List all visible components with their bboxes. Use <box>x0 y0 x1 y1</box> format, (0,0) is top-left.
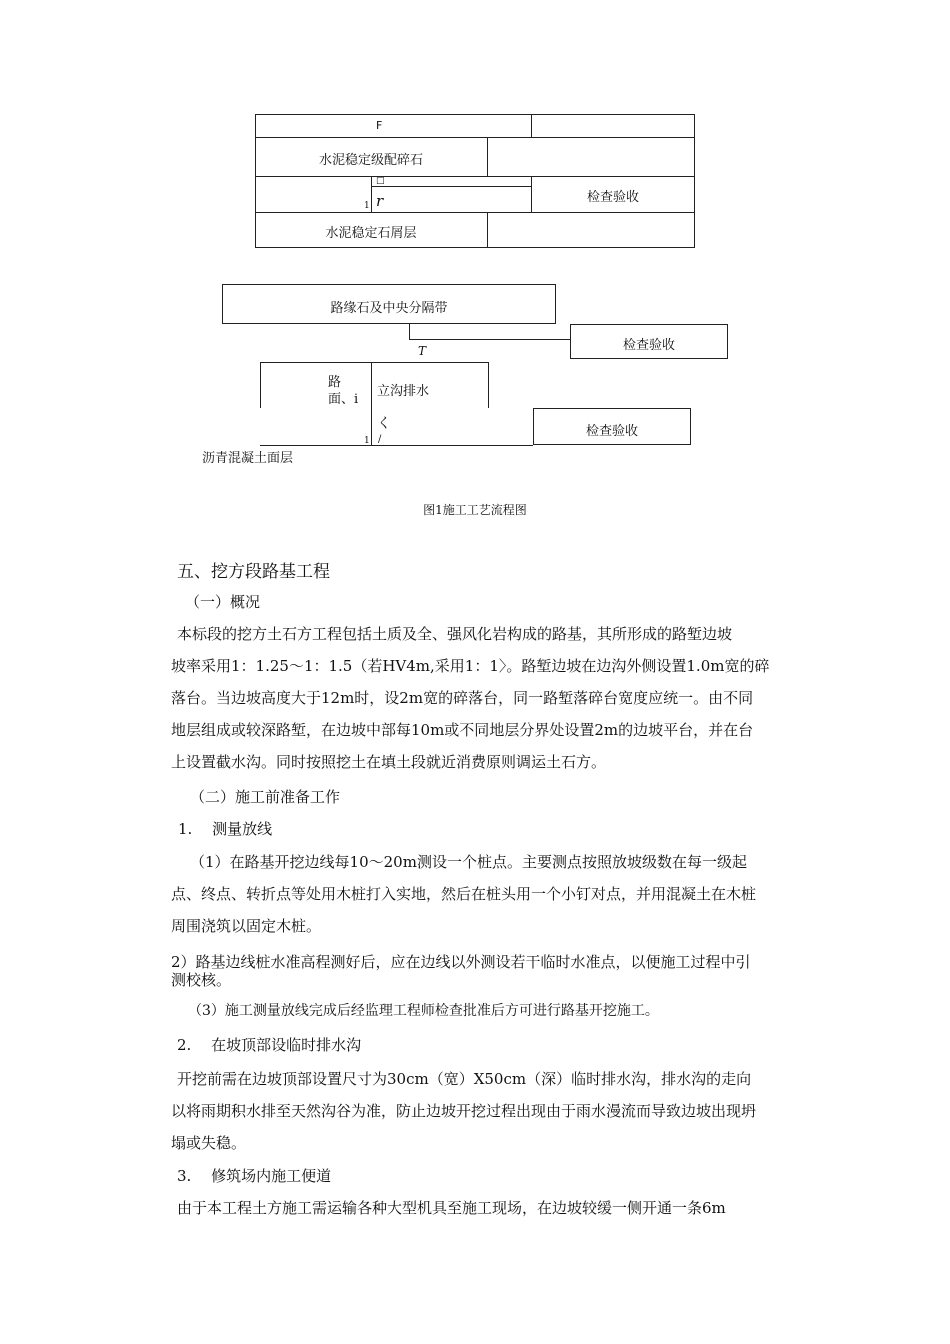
flow-t-mark: T <box>418 344 427 358</box>
paragraph-access-road: 由于本工程土方施工需运输各种大型机具至施工现场，在边坡较缓一侧开通一条6m <box>177 1199 726 1217</box>
flow-slash-mark: / <box>378 434 382 445</box>
flow-label-curb: 路缘石及中央分隔带 <box>330 301 448 316</box>
flow-f-mark: F <box>376 119 383 132</box>
paragraph-approval: （3）施工测量放线完成后经监理工程师检查批准后方可进行路基开挖施工。 <box>188 1003 659 1019</box>
flow-r-mark: r <box>376 192 384 210</box>
item-survey: 1. 测量放线 <box>178 820 273 838</box>
flow-small-mark: □ <box>376 176 385 186</box>
flow-one-mark: 1 <box>364 201 370 211</box>
paragraph-drainage-line: 塌或失稳。 <box>171 1134 247 1152</box>
flow-label-asphalt: 沥青混凝土面层 <box>202 451 294 466</box>
paragraph-overview-line: 地层组成或较深路堑，在边坡中部每10m或不同地层分界处设置2m的边坡平台，并在台 <box>171 721 754 739</box>
flow-divider <box>371 176 372 213</box>
flow-row-f <box>255 114 695 138</box>
flow-bracket-mark: く <box>377 416 391 432</box>
flow-connector <box>409 339 570 340</box>
paragraph-survey-line: （1）在路基开挖边线每10〜20m测设一个桩点。主要测点按照放坡级数在每一级起 <box>190 853 747 871</box>
paragraph-overview-line: 本标段的挖方土石方工程包括土质及全、强风化岩构成的路基，其所形成的路堑边坡 <box>177 625 733 643</box>
paragraph-leveling-line: 2）路基边线桩水准高程测好后，应在边线以外测设若干临时水准点，以便施工过程中引 <box>171 953 751 971</box>
subsection-preparation: （二）施工前准备工作 <box>190 788 341 806</box>
flow-label-cement-gravel: 水泥稳定级配碎石 <box>318 153 423 168</box>
item-access-road: 3. 修筑场内施工便道 <box>177 1167 332 1185</box>
paragraph-overview-line: 坡率采用1：1.25〜1：1.5（若HV4m,采用1：1〉。路堑边坡在边沟外侧设置1.0m宽的碎 <box>171 657 770 675</box>
flow-road-top <box>260 362 488 363</box>
flow-connector <box>260 445 533 446</box>
flow-label-check-2: 检查验收 <box>622 338 675 353</box>
paragraph-survey-line: 周围浇筑以固定木桩。 <box>171 917 322 935</box>
paragraph-leveling-line: 测校核。 <box>171 971 232 989</box>
figure-caption: 图1施工工艺流程图 <box>423 503 527 517</box>
paragraph-drainage-line: 开挖前需在边坡顶部设置尺寸为30cm（宽）X50cm（深）临时排水沟，排水沟的走向 <box>177 1070 752 1088</box>
subsection-overview: （一）概况 <box>185 593 261 611</box>
flow-divider <box>487 212 488 248</box>
flow-one-mark: 1 <box>364 436 370 446</box>
flow-label-check-3: 检查验收 <box>585 424 638 439</box>
section-title: 五、挖方段路基工程 <box>177 562 330 582</box>
paragraph-overview-line: 落台。当边坡高度大于12m时，设2m宽的碎落台，同一路堑落碎台宽度应统一。由不同 <box>171 689 754 707</box>
flow-connector <box>371 186 531 187</box>
flow-label-road-mian: 面、i <box>328 392 359 407</box>
item-drainage: 2. 在坡顶部设临时排水沟 <box>177 1036 362 1054</box>
paragraph-survey-line: 点、终点、转折点等处用木桩打入实地，然后在桩头用一个小钉对点，并用混凝土在木桩 <box>171 885 757 903</box>
flow-connector <box>409 324 410 340</box>
flow-divider <box>371 362 372 445</box>
flow-divider <box>487 137 488 177</box>
flow-label-cement-chips: 水泥稳定石屑层 <box>325 226 417 241</box>
flow-label-road-lu: 路 <box>328 375 342 390</box>
flow-road-right <box>488 362 489 408</box>
flow-divider <box>531 114 532 138</box>
flow-label-ditch: 立沟排水 <box>377 384 430 399</box>
paragraph-overview-line: 上设置截水沟。同时按照挖土在填土段就近消费原则调运土石方。 <box>171 753 607 771</box>
paragraph-drainage-line: 以将雨期积水排至天然沟谷为准，防止边坡开挖过程出现由于雨水漫流而导致边坡出现坍 <box>171 1102 757 1120</box>
flow-road-left <box>260 362 261 408</box>
flow-label-check-1: 检查验收 <box>586 190 639 205</box>
